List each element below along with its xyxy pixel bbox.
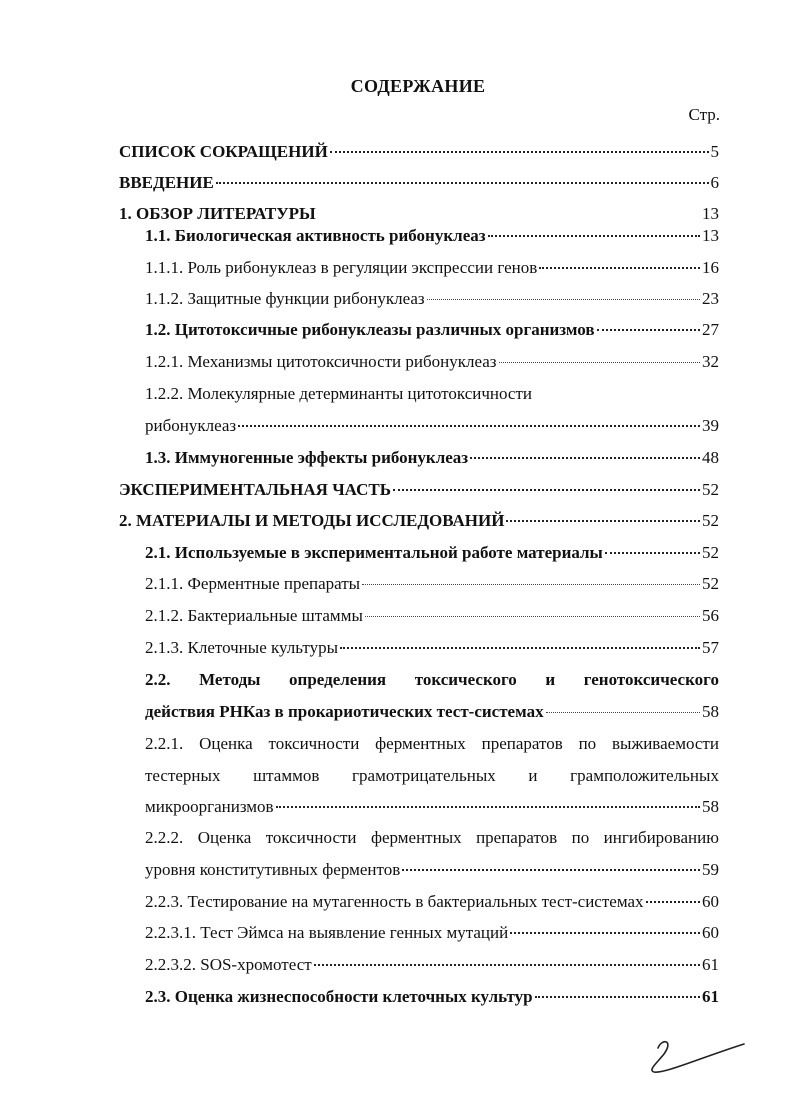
leader-dots <box>402 869 700 871</box>
leader-dots <box>488 235 700 237</box>
toc-entry[interactable]: ЭКСПЕРИМЕНТАЛЬНАЯ ЧАСТЬ 52 <box>119 480 719 499</box>
toc-entry[interactable]: 2.2.3.2. SOS-хромотест 61 <box>145 955 719 974</box>
page-column-label: Стр. <box>688 105 720 124</box>
toc-entry-line[interactable]: 1.2.2. Молекулярные детерминанты цитотоксичности <box>145 384 532 403</box>
leader-dots <box>340 647 700 649</box>
leader-dots <box>535 996 700 998</box>
toc-entry[interactable]: 2. МАТЕРИАЛЫ И МЕТОДЫ ИССЛЕДОВАНИЙ 52 <box>119 511 719 530</box>
toc-entry-line[interactable]: 2.2. Методы определения токсического и генотоксического <box>145 670 719 689</box>
toc-entry-line[interactable]: тестерных штаммов грамотрицательных и грамположительных <box>145 766 719 785</box>
toc-entry[interactable]: 1.2. Цитотоксичные рибонуклеазы различных организмов 27 <box>145 320 719 339</box>
toc-entry[interactable]: 1.1.2. Защитные функции рибонуклеаз 23 <box>145 289 719 308</box>
toc-entry[interactable]: 2.1. Используемые в экспериментальной работе материалы 52 <box>145 543 719 562</box>
leader-dots <box>314 964 700 966</box>
toc-entry[interactable]: 2.1.3. Клеточные культуры 57 <box>145 638 719 657</box>
toc-entry[interactable]: 1.1.1. Роль рибонуклеаз в регуляции экспрессии генов 16 <box>145 258 719 277</box>
leader-dots <box>276 806 700 808</box>
leader-dots <box>499 362 701 363</box>
toc-entry[interactable]: СПИСОК СОКРАЩЕНИЙ 5 <box>119 142 719 161</box>
leader-dots <box>546 712 700 713</box>
leader-dots <box>393 489 700 491</box>
leader-dots <box>597 329 700 331</box>
toc-entry[interactable]: действия РНКаз в прокариотических тест-системах 58 <box>145 702 719 721</box>
toc-entry[interactable]: 2.2.3.1. Тест Эймса на выявление генных мутаций 60 <box>145 923 719 942</box>
signature-mark <box>640 1030 750 1080</box>
toc-entry[interactable]: микроорганизмов 58 <box>145 797 719 816</box>
toc-entry[interactable]: 1.1. Биологическая активность рибонуклеаз 13 <box>145 226 719 245</box>
leader-dots <box>238 425 700 427</box>
leader-dots <box>605 552 700 554</box>
leader-dots <box>510 932 700 934</box>
leader-dots <box>506 520 700 522</box>
leader-dots <box>365 616 700 617</box>
toc-entry[interactable]: рибонуклеаз 39 <box>145 416 719 435</box>
toc-entry[interactable]: 1.3. Иммуногенные эффекты рибонуклеаз 48 <box>145 448 719 467</box>
leader-dots <box>330 151 709 153</box>
leader-dots <box>646 901 700 903</box>
toc-entry[interactable]: ВВЕДЕНИЕ 6 <box>119 173 719 192</box>
toc-entry[interactable]: 1.2.1. Механизмы цитотоксичности рибонуклеаз 32 <box>145 352 719 371</box>
leader-dots <box>216 182 709 184</box>
leader-dots <box>539 267 700 269</box>
toc-entry[interactable]: 2.3. Оценка жизнеспособности клеточных культур 61 <box>145 987 719 1006</box>
toc-entry[interactable]: 2.2.3. Тестирование на мутагенность в бактериальных тест-системах 60 <box>145 892 719 911</box>
toc-entry-line[interactable]: 2.2.1. Оценка токсичности ферментных препаратов по выживаемости <box>145 734 719 753</box>
leader-dots <box>362 584 700 585</box>
leader-dots <box>470 457 700 459</box>
leader-dots <box>427 299 700 300</box>
toc-entry-line[interactable]: 2.2.2. Оценка токсичности ферментных препаратов по ингибированию <box>145 828 719 847</box>
page-title: СОДЕРЖАНИЕ <box>350 76 486 96</box>
toc-entry[interactable]: уровня конститутивных ферментов 59 <box>145 860 719 879</box>
toc-entry[interactable]: 2.1.2. Бактериальные штаммы 56 <box>145 606 719 625</box>
toc-entry[interactable]: 1. ОБЗОР ЛИТЕРАТУРЫ 13 <box>119 204 719 223</box>
toc-entry[interactable]: 2.1.1. Ферментные препараты 52 <box>145 574 719 593</box>
